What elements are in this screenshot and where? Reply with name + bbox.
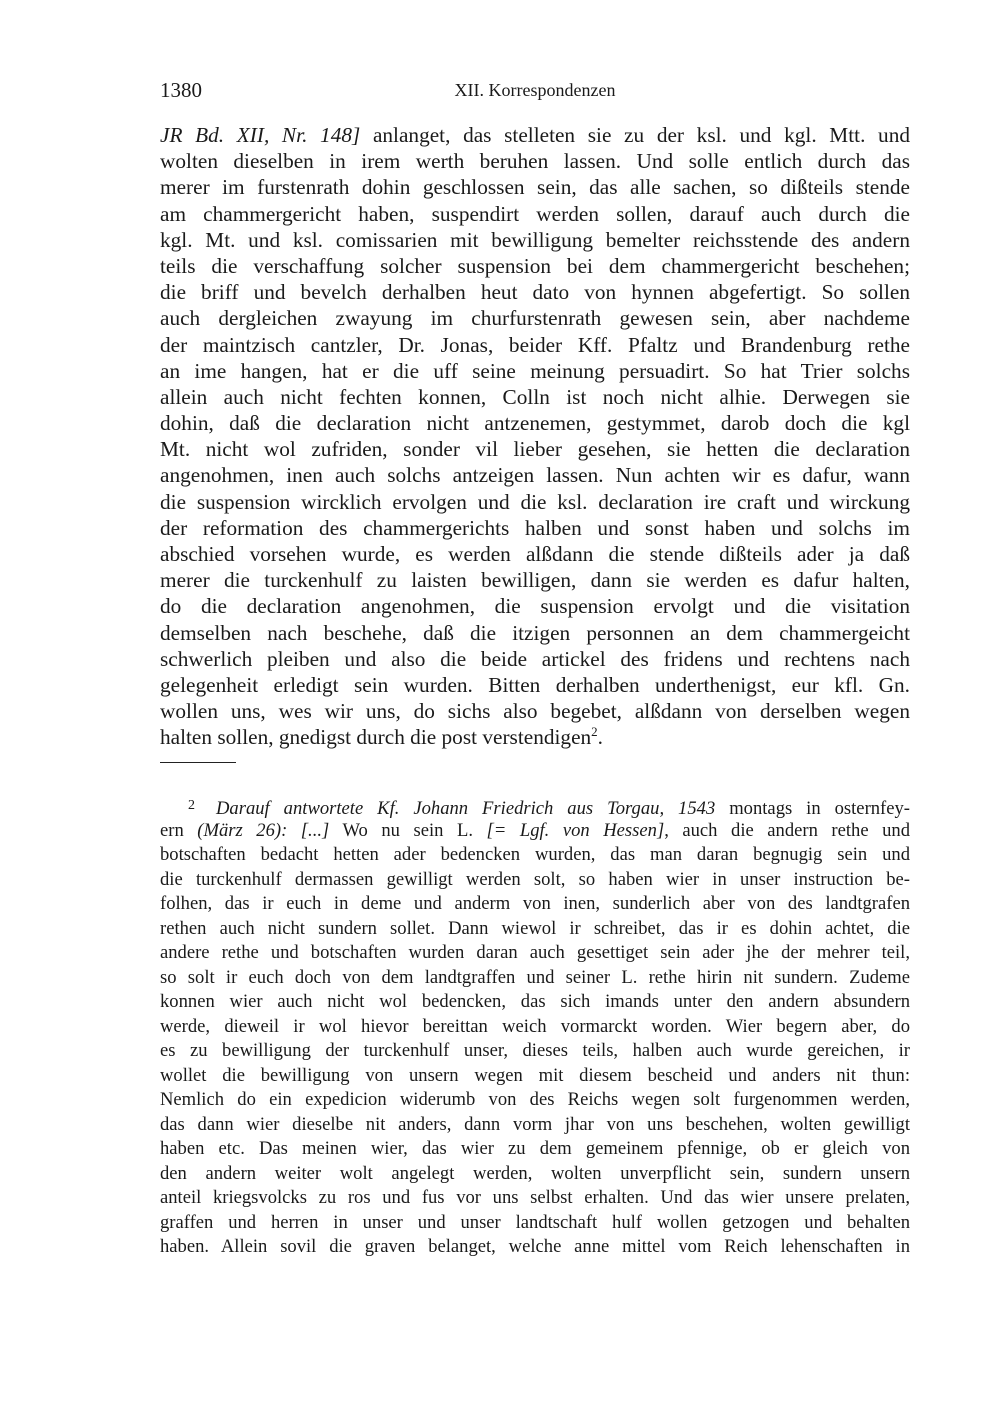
text-line: JR Bd. XII, Nr. 148] anlanget, das stelleten sie zu der ksl. und kgl. Mtt. und [160, 123, 911, 147]
footnote-line: wollet die bewilligung von unsern wegen mit diesem bescheid und anders nit thun: [160, 1064, 910, 1086]
footnote-line: es zu bewilligung der turckenhulf unser, dieses teils, halben auch wurde gereichen, ir [160, 1040, 910, 1061]
text-line: an ime hangen, hat er die uff seine meinung persuadirt. So hat Trier solchs [160, 358, 910, 383]
main-text [160, 122, 910, 751]
footnote-line: andere rethe und botschaften wurden daran auch gesettiget sein ader jhe der mehrer teil, [160, 942, 910, 963]
footnote-line: ern (März 26): [...] Wo nu sein L. [= Lgf. von Hessen], auch die andern rethe und [160, 819, 910, 841]
footnote-line: botschaften bedacht hetten ader bedencken wurden, das man daran begnugig sein und [160, 844, 910, 865]
text-line: wollen uns, wes wir uns, do sichs also begebet, alßdann von derselben wegen [160, 699, 910, 724]
text-line: teils die verschaffung solcher suspension bei dem chammergericht beschehen; [160, 253, 910, 278]
text-line: der reformation des chammergerichts halben und sonst haben und solchs im [160, 515, 910, 540]
running-title: XII. Korrespondenzen [454, 80, 616, 100]
text-line: do die declaration angenohmen, die suspension ervolgt und die visitation [160, 594, 910, 619]
text-line: schwerlich pleiben und also die beide artickel des fridens und rechtens nach [160, 646, 910, 671]
text-line: gelegenheit erledigt sein wurden. Bitten derhalben underthenigst, eur kfl. Gn. [160, 672, 910, 697]
text-line: die briff und bevelch derhalben heut dato von hynnen abgefertigt. So sollen [160, 280, 910, 305]
footnote-line: die turckenhulf dermassen gewilligt werden solt, so haben wier in unser instruction be- [160, 868, 910, 890]
footnote-separator [160, 762, 236, 763]
page-number: 1380 [160, 78, 202, 102]
text-line: demselben nach beschehe, daß die itzigen personnen an dem chammergeicht [160, 620, 910, 645]
text-line: allein auch nicht fechten konnen, Colln ist noch nicht alhie. Derwegen sie [160, 384, 910, 409]
editorial-italic: [= Lgf. von Hessen] [486, 819, 665, 841]
text-line: angenohmen, inen auch solchs antzeigen lassen. Nun achten wir es dafur, wann [160, 463, 910, 488]
text-line: Mt. nicht wol zufriden, sonder vil lieber gesehen, sie hetten die declaration [160, 437, 910, 462]
footnote-number: 2 [188, 798, 195, 813]
text-line: abschied vorsehen wurde, es werden alßdann die stende dißteils ader ja daß [160, 542, 910, 566]
footnote-line: haben. Allein sovil die graven belanget, welche anne mittel vom Reich lehenschaften in [160, 1236, 910, 1257]
text-line: kgl. Mt. und ksl. comissarien mit bewilligung bemelter reichsstende des andern [160, 227, 910, 252]
footnote-line: werde, dieweil ir wol hievor bereittan weich vormarckt worden. Wier begern aber, do [160, 1015, 910, 1037]
footnote-line: so solt ir euch doch von dem landtgraffen und seiner L. rethe hirin nit sundern. Zudeme [160, 966, 910, 988]
text-line: der maintzisch cantzler, Dr. Jonas, beider Kff. Pfaltz und Brandenburg rethe [160, 332, 910, 357]
footnote-line: 2 Darauf antwortete Kf. Johann Friedrich aus Torgau, 1543 montags in osternfey- [160, 794, 910, 819]
footnote-line: haben etc. Das meinen wier, das wier zu dem gemeinem pfennige, ob er gleich von [160, 1138, 910, 1159]
italic-reference: JR Bd. XII, Nr. 148] [160, 123, 361, 147]
page-header [160, 78, 910, 108]
text-line: die suspension wircklich ervolgen und die ksl. declaration ire craft und wirckung [160, 489, 910, 514]
footnote-line: konnen wier auch nicht wol bedencken, das sich imands unter den andern absundern [160, 991, 910, 1012]
footnote-line: anteil kriegsvolcks zu ros und fus vor uns selbst erhalten. Und das wier unsere prelaten, [160, 1187, 910, 1208]
footnote-line: folhen, das ir euch in deme und anderm von inen, sunderlich aber von des landtgrafen [160, 893, 910, 914]
text-line: halten sollen, gnedigst durch die post verstendigen$^2$. [160, 724, 603, 750]
text-line: dohin, daß die declaration nicht antzenemen, gestymmet, darob doch die kgl [160, 411, 910, 436]
footnote-line: Nemlich do ein expedicion widerumb von des Reichs wegen solt furgenommen werden, [160, 1089, 910, 1110]
editorial-italic: Darauf antwortete Kf. Johann Friedrich aus Torgau, 1543 [216, 798, 716, 819]
text-line: merer im furstenrath dohin geschlossen sein, das alle sachen, so dißteils stende [160, 175, 910, 200]
footnote-line: den andern weiter wolt angelegt werden, wolten unverpflicht sein, sundern unsern [160, 1162, 910, 1184]
editorial-italic: (März 26): [...] [197, 819, 330, 841]
footnote-line: graffen und herren in unser und unser landtschaft hulf wollen getzogen und behalten [160, 1211, 910, 1233]
text-line: auch dergleichen zwayung im churfurstenrath gewesen sein, aber nachdeme [160, 306, 910, 331]
footnote-block [160, 794, 910, 1260]
footnote-line: das dann wier dieselbe nit anders, dann vorm jhar von uns beschehen, wolten gewilligt [160, 1113, 910, 1135]
footnote-line: rethen auch nicht sundern sollet. Dann wiewol ir schreibet, das ir es dohin achtet, die [160, 917, 910, 939]
text-line: merer die turckenhulf zu laisten bewilligen, dann sie werden es dafur halten, [160, 568, 910, 593]
text-line: wolten dieselben in irem werth beruhen lassen. Und solle entlich durch das [160, 149, 910, 174]
footnote-reference[interactable]: 2 [591, 724, 598, 740]
text-line: am chammergericht haben, suspendirt werden sollen, darauf auch durch die [160, 201, 910, 226]
